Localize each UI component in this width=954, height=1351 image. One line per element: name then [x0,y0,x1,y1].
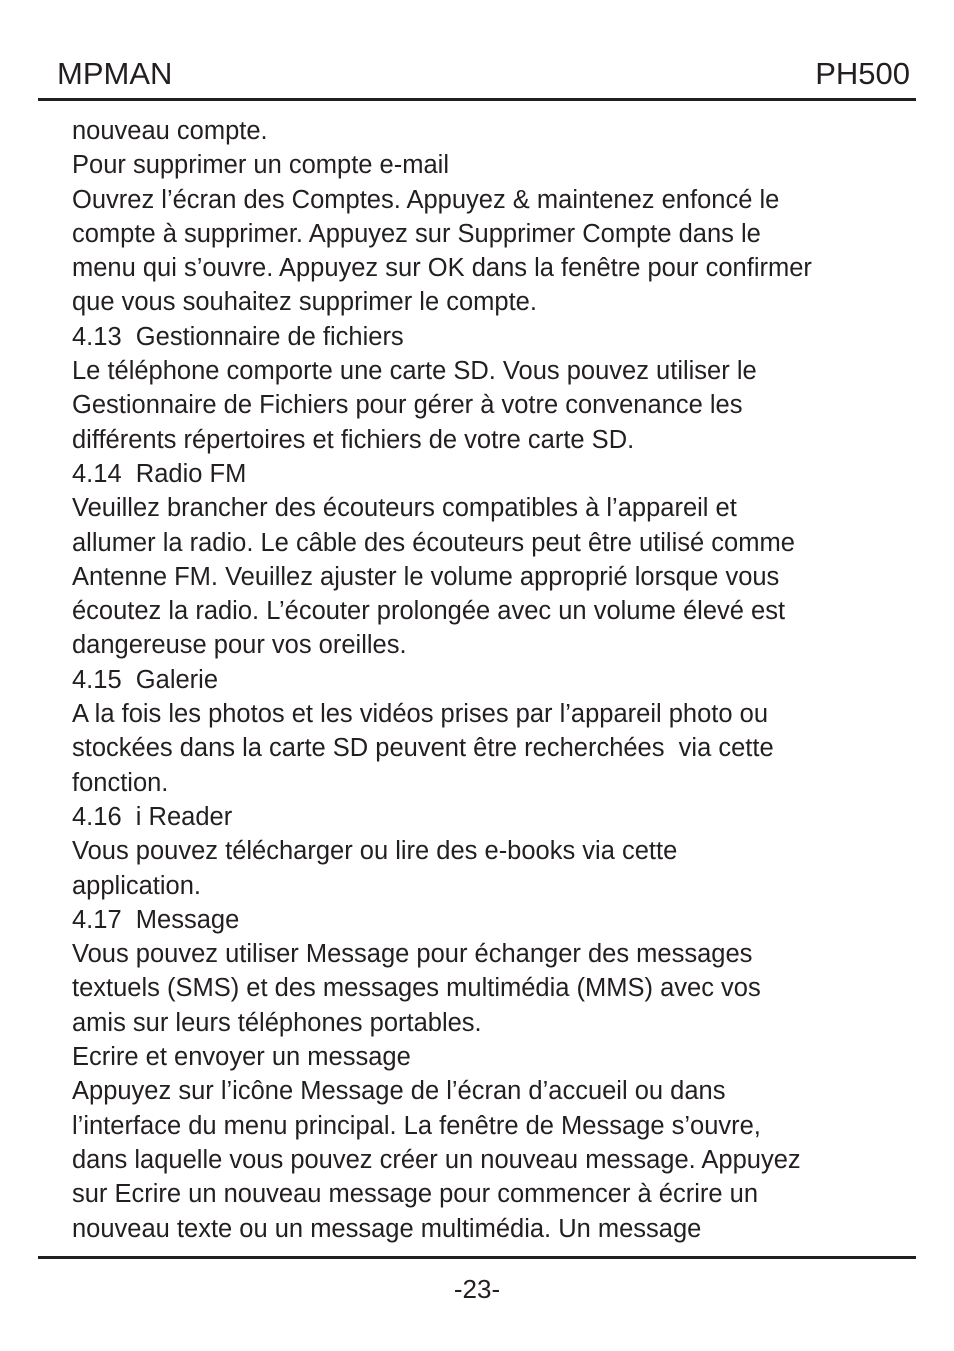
text-line: 4.16 i Reader [72,802,233,831]
header-model: PH500 [815,56,910,91]
text-line: 4.13 Gestionnaire de fichiers [72,322,404,351]
text-line: Ouvrez l’écran des Comptes. Appuyez & maintenez enfoncé le [72,185,780,214]
text-line: Gestionnaire de Fichiers pour gérer à votre convenance les [72,391,743,420]
text-line: amis sur leurs téléphones portables. [72,1008,482,1037]
header-divider [38,98,916,101]
text-line: Vous pouvez utiliser Message pour échanger des messages [72,940,753,969]
text-line: Antenne FM. Veuillez ajuster le volume approprié lorsque vous [72,562,780,591]
text-line: dans laquelle vous pouvez créer un nouveau message. Appuyez [72,1145,801,1174]
text-line: Veuillez brancher des écouteurs compatibles à l’appareil et [72,494,737,523]
text-line: compte à supprimer. Appuyez sur Supprimer Compte dans le [72,219,761,248]
text-line: 4.15 Galerie [72,665,219,694]
text-line: l’interface du menu principal. La fenêtre de Message s’ouvre, [72,1111,761,1140]
text-line: A la fois les photos et les vidéos prises par l’appareil photo ou [72,700,768,729]
footer-divider [38,1256,916,1259]
text-line: application. [72,871,202,900]
text-line: Pour supprimer un compte e-mail [72,151,449,180]
header-brand: MPMAN [57,56,173,91]
body-text [72,114,912,1246]
text-line: 4.17 Message [72,905,240,934]
page-number: -23- [453,1274,501,1304]
text-line: Le téléphone comporte une carte SD. Vous pouvez utiliser le [72,357,757,386]
text-line: Ecrire et envoyer un message [72,1043,411,1072]
text-line: 4.14 Radio FM [72,459,247,488]
text-line: menu qui s’ouvre. Appuyez sur OK dans la fenêtre pour confirmer [72,254,812,283]
text-line: allumer la radio. Le câble des écouteurs peut être utilisé comme [72,528,795,557]
text-line: sur Ecrire un nouveau message pour commencer à écrire un [72,1180,758,1209]
text-line: que vous souhaitez supprimer le compte. [72,288,537,317]
text-line: différents répertoires et fichiers de votre carte SD. [72,425,635,454]
text-line: stockées dans la carte SD peuvent être recherchées via cette [72,734,774,763]
text-line: écoutez la radio. L’écouter prolongée avec un volume élevé est [72,597,786,626]
text-line: fonction. [72,768,169,797]
text-line: textuels (SMS) et des messages multimédia (MMS) avec vos [72,974,761,1003]
text-line: nouveau texte ou un message multimédia. Un message [72,1214,702,1243]
text-line: Appuyez sur l’icône Message de l’écran d’accueil ou dans [72,1077,726,1106]
text-line: Vous pouvez télécharger ou lire des e-books via cette [72,837,678,866]
text-line: nouveau compte. [72,117,268,145]
text-line: dangereuse pour vos oreilles. [72,631,407,660]
